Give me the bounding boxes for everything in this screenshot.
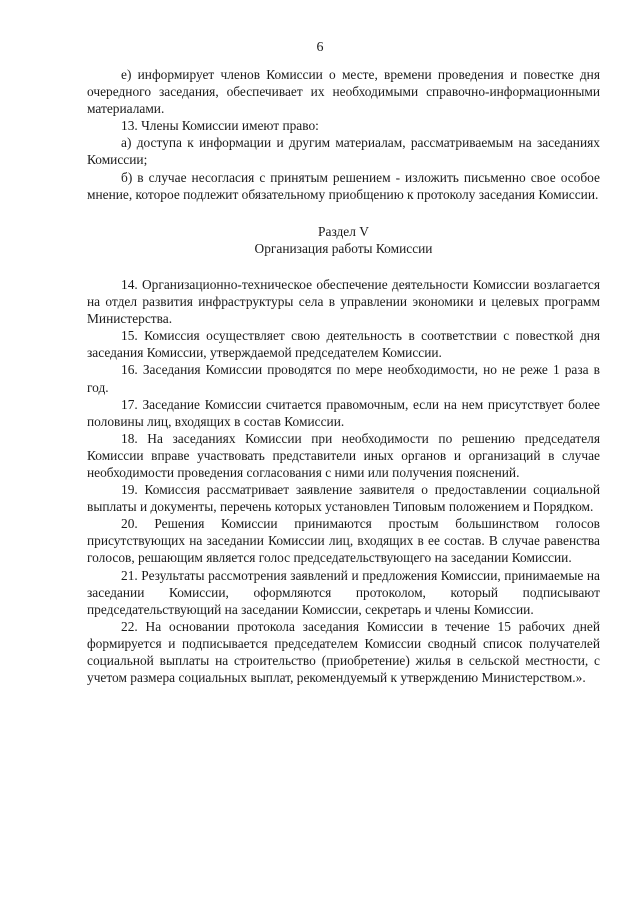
paragraph-21: 21. Результаты рассмотрения заявлений и предложения Комиссии, принимаемые на заседании Комиссии, оформляются протоколом, который подписывают председательствующий на заседании Комиссии, секретарь и члены Комиссии. <box>87 567 600 617</box>
paragraph-17: 17. Заседание Комиссии считается правомочным, если на нем присутствует более половины лиц, входящих в состав Комиссии. <box>87 396 600 429</box>
paragraph-14: 14. Организационно-техническое обеспечение деятельности Комиссии возлагается на отдел развития инфраструктуры села в управлении экономики и целевых программ Министерства. <box>87 276 600 327</box>
paragraph-16: 16. Заседания Комиссии проводятся по мере необходимости, но не реже 1 раза в год. <box>87 362 600 395</box>
section-title: Организация работы Комиссии <box>254 240 433 256</box>
paragraph-13: 13. Члены Комиссии имеют право: <box>121 118 319 134</box>
paragraph-22: 22. На основании протокола заседания Комиссии в течение 15 рабочих дней формируется и подписывается председателем Комиссии сводный список получателей социальной выплаты на строительство (приобретение) жилья в сельской местности, с учетом размера социальных выплат, рекомендуемый к утверждению Министерством.». <box>87 618 600 686</box>
paragraph-13b: б) в случае несогласия с принятым решением - изложить письменно свое особое мнение, которое подлежит обязательному приобщению к протоколу заседания Комиссии. <box>87 169 600 202</box>
paragraph-18: 18. На заседаниях Комиссии при необходимости по решению председателя Комиссии вправе участвовать представители иных органов и организаций в случае необходимости проведения согласования с ними или получения пояснений. <box>87 430 600 480</box>
document-body <box>87 66 600 686</box>
paragraph-13a: а) доступа к информации и другим материалам, рассматриваемым на заседаниях Комиссии; <box>87 135 600 168</box>
paragraph-20: 20. Решения Комиссии принимаются простым большинством голосов присутствующих на заседании Комиссии лиц, входящих в ее состав. В случае равенства голосов, решающим является голос председательствующего на заседании Комиссии. <box>87 516 600 566</box>
paragraph-19: 19. Комиссия рассматривает заявление заявителя о предоставлении социальной выплаты и документы, перечень которых установлен Типовым положением и Порядком. <box>87 482 600 515</box>
paragraph-12e: е) информирует членов Комиссии о месте, времени проведения и повестке дня очередного заседания, обеспечивает их необходимыми справочно-информационными материалами. <box>87 67 600 117</box>
paragraph-15: 15. Комиссия осуществляет свою деятельность в соответствии с повесткой дня заседания Комиссии, утверждаемой председателем Комиссии. <box>87 328 600 361</box>
page-number: 6 <box>316 40 324 55</box>
section-number: Раздел V <box>318 223 369 239</box>
